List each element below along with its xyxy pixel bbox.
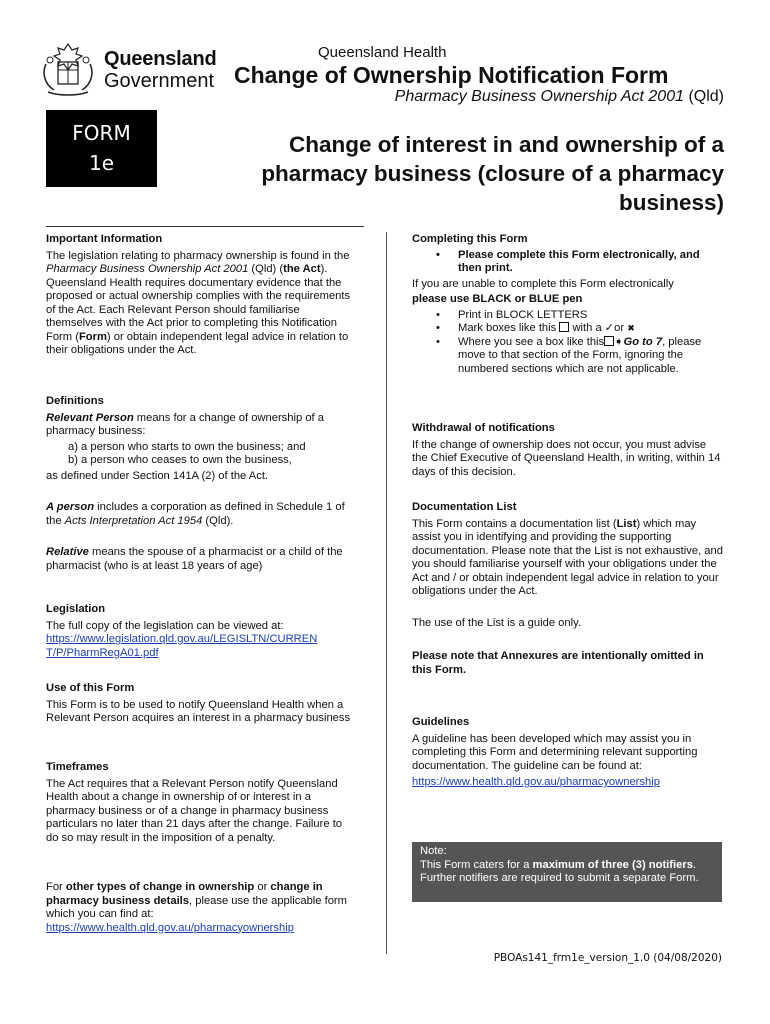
instruction-list [412, 249, 724, 276]
goto-box-icon [604, 336, 614, 346]
note-box [412, 842, 722, 902]
agency-name: Queensland Health [318, 44, 447, 61]
other-forms-link[interactable]: https://www.health.qld.gov.au/pharmacyownership [46, 921, 294, 934]
list-item: • Mark boxes like this with a ✓or ✖ [458, 322, 724, 336]
completing-form-section [412, 233, 724, 376]
guidelines-link[interactable]: https://www.health.qld.gov.au/pharmacyownership [412, 776, 660, 788]
pen-text: please use BLACK or BLUE pen [412, 293, 583, 305]
definition-item: a) a person who starts to own the business; and [68, 440, 306, 453]
act-name: Pharmacy Business Ownership Act 2001 [394, 88, 684, 105]
section-heading: Important Information [46, 233, 163, 245]
act-jurisdiction: (Qld) [684, 88, 724, 105]
withdrawal-section [412, 422, 724, 479]
legislation-section [46, 603, 356, 660]
checkbox-sample-icon [559, 322, 569, 332]
section-heading: Withdrawal of notifications [412, 422, 555, 434]
timeframes-text: The Act requires that a Relevant Person notify Queensland Health about a change in ownership of or interest in a pharmacy business or of a change in pharmacy business particulars no later than 21 days after the change. Failure to do so may result in the imposition of a penalty. [46, 777, 343, 844]
form-version: PBOAs141_frm1e_version_1.0 (04/08/2020) [493, 952, 722, 964]
page-title: Change of Ownership Notification Form [234, 62, 669, 88]
documentation-list-section [412, 501, 724, 677]
relative-definition: Relative means the spouse of a pharmacist or a child of the pharmacist (who is at least 18 years of age) [46, 546, 343, 572]
arrow-right-icon: ➧ [614, 335, 624, 348]
definitions-section [46, 395, 356, 573]
use-text: This Form is to be used to notify Queensland Health when a Relevant Person acquires an interest in a pharmacy business [46, 698, 351, 724]
section-heading: Definitions [46, 395, 104, 407]
divider-vertical [386, 232, 387, 954]
other-forms-text: For other types of change in ownership or change in pharmacy business details, please use the applicable form which you can find at: [46, 881, 347, 920]
note-heading: Note: [420, 845, 447, 857]
annexures-note: Please note that Annexures are intentionally omitted in this Form. [412, 650, 704, 676]
logo-wordmark-government: Government [104, 70, 215, 92]
withdrawal-text: If the change of ownership does not occur, you must advise the Chief Executive of Queensland Health, in writing, within 14 days of this decision. [412, 438, 721, 478]
relevant-person-definition: Relevant Person means for a change of ownership of a pharmacy business: [46, 411, 324, 437]
section-heading: Completing this Form [412, 233, 528, 245]
note-text: This Form caters for a maximum of three (3) notifiers. Further notifiers are required to submit a separate Form. [420, 858, 699, 884]
act-title [395, 88, 724, 106]
timeframes-section [46, 761, 356, 845]
section-heading: Use of this Form [46, 682, 135, 694]
queensland-government-crest-icon [38, 40, 98, 98]
important-text: The legislation relating to pharmacy ownership is found in the Pharmacy Business Ownership Act 2001 (Qld) (the Act). Queensland Health requires documentary evidence that the proposed or actual ownership complies with the requirements of the Act. Each Relevant Person should familiarise themselves with the Act prior to completing this Notification Form (Form) or obtain independent legal advice in relation to their obligations under the Act. [46, 249, 351, 356]
guidelines-section [412, 716, 724, 790]
documentation-text: This Form contains a documentation list (List) which may assist you in identifying and providing the supporting documentation. Please note that the List is not exhaustive, and you should familiarise yourself with your obligations under the Act and / or obtain independent legal advice in relation to your obligations under the Act. [412, 517, 723, 597]
list-item: • Print in BLOCK LETTERS [458, 309, 724, 323]
divider-horizontal [46, 226, 364, 227]
logo-wordmark-queensland: Queensland [104, 48, 217, 70]
a-person-definition: A person includes a corporation as defined in Schedule 1 of the Acts Interpretation Act 1954 (Qld). [46, 501, 345, 527]
definition-item: b) a person who ceases to own the business, [68, 454, 292, 466]
form-subtitle: Change of interest in and ownership of a pharmacy business (closure of a pharmacy business) [261, 132, 724, 215]
unable-text: If you are unable to complete this Form electronically [412, 277, 674, 290]
form-number-badge [46, 110, 157, 187]
tick-icon: ✓ [604, 322, 615, 334]
guidelines-text: A guideline has been developed which may assist you in completing this Form and determining relevant supporting documentation. The guideline can be found at: [412, 732, 698, 772]
instruction-list [412, 309, 724, 377]
definition-tail: as defined under Section 141A (2) of the Act. [46, 469, 269, 482]
form-label: FORM [72, 121, 131, 145]
legislation-text: The full copy of the legislation can be viewed at: [46, 619, 284, 632]
cross-icon: ✖ [627, 323, 635, 333]
section-heading: Documentation List [412, 501, 517, 513]
section-heading: Timeframes [46, 761, 109, 773]
form-number: 1e [88, 151, 115, 175]
guide-only-text: The use of the List is a guide only. [412, 616, 581, 629]
section-heading: Legislation [46, 603, 106, 615]
list-item: • Where you see a box like this ➧Go to 7, please move to that section of the Form, ignoring the numbered sections which are not applicable. [458, 336, 724, 377]
legislation-link[interactable]: https://www.legislation.qld.gov.au/LEGISLTN/CURREN T/P/PharmRegA01.pdf [46, 633, 318, 659]
other-forms-section [46, 881, 356, 935]
important-information-section [46, 233, 356, 358]
list-item: • Please complete this Form electronically, and then print. [458, 249, 724, 276]
section-heading: Guidelines [412, 716, 470, 728]
use-of-form-section [46, 682, 356, 726]
